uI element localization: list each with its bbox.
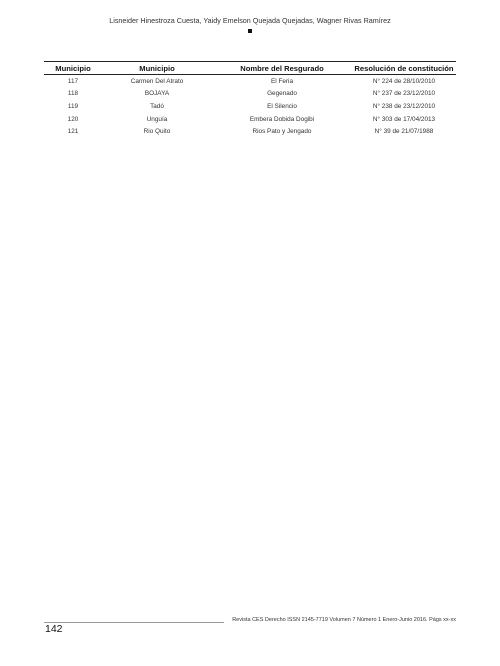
cell-resolution: N° 224 de 28/10/2010 [372,77,436,85]
cell-resguardo-name: El Silencio [267,102,297,110]
footer-rule [44,622,224,623]
column-header-number: Municipio [55,63,91,73]
cell-resolution: N° 237 de 23/12/2010 [372,90,436,98]
cell-number: 117 [67,77,79,85]
table-row [44,100,456,113]
cell-number: 120 [67,115,79,123]
cell-resolution: N° 39 de 21/07/1988 [374,128,434,136]
cell-municipio: Rio Quito [143,128,171,136]
journal-reference: Revista CES Derecho ISSN 2145-7719 Volumen 7 Número 1 Enero-Junio 2016. Págs xx-xx [232,617,456,623]
column-header-resguardo-name: Nombre del Resgurado [240,63,324,73]
cell-resguardo-name: Rios Pato y Jengado [252,128,312,136]
resguardo-table [44,61,456,138]
running-head-authors: Lisneider Hinestroza Cuesta, Yaidy Emelson Quejada Quejadas, Wagner Rivas Ramírez [109,16,391,25]
cell-resguardo-name: Embera Dobida Dogibi [249,115,315,123]
cell-number: 118 [67,90,79,98]
table-row [44,125,456,138]
cell-resolution: N° 303 de 17/04/2013 [372,115,436,123]
table-row [44,88,456,101]
table-header-row [44,62,456,75]
cell-number: 121 [67,128,79,136]
cell-number: 119 [67,102,79,110]
resguardo-table-container [44,61,456,138]
table-row [44,75,456,88]
header-square-marker [248,29,252,33]
page-number: 142 [45,623,63,635]
cell-municipio: Carmen Del Atrato [130,77,184,85]
column-header-resolution: Resolución de constitución [354,63,454,73]
cell-resguardo-name: Gegenado [267,90,297,98]
cell-municipio: Unguía [146,115,168,123]
cell-resguardo-name: El Feria [270,77,294,85]
cell-municipio: BOJAYA [144,90,170,98]
column-header-municipio: Municipio [139,63,175,73]
cell-municipio: Tadó [150,102,164,110]
table-row [44,113,456,126]
cell-resolution: N° 238 de 23/12/2010 [372,102,436,110]
